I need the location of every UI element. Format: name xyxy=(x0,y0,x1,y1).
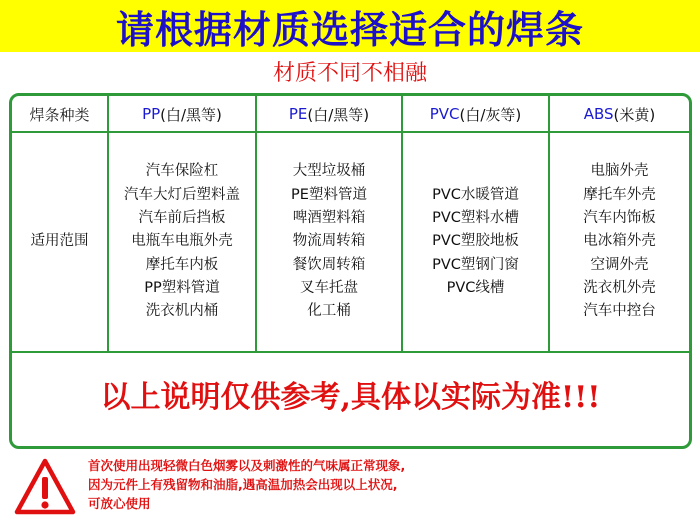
applications-abs xyxy=(550,132,689,352)
material-variant: (白/灰等) xyxy=(459,105,522,124)
material-name: PVC xyxy=(429,105,460,123)
notice-line: 因为元件上有残留物和油脂,遇高温加热会出现以上状况, xyxy=(88,477,398,492)
list-item: PE塑料管道 xyxy=(291,186,367,203)
list-item: 洗衣机内桶 xyxy=(145,303,219,320)
material-table xyxy=(9,93,692,449)
header-pp xyxy=(109,96,255,132)
list-item: PP塑料管道 xyxy=(144,279,220,296)
applications-pp xyxy=(109,132,255,352)
list-item: 电瓶车电瓶外壳 xyxy=(131,233,233,250)
list-item: 洗衣机外壳 xyxy=(583,279,656,296)
list-item: 叉车托盘 xyxy=(300,279,358,296)
list-item: 大型垃圾桶 xyxy=(292,163,366,180)
subtitle: 材质不同不相融 xyxy=(272,61,427,86)
header-abs xyxy=(550,96,689,132)
banner-title: 请根据材质选择适合的焊条 xyxy=(115,6,584,52)
list-item: 电冰箱外壳 xyxy=(583,233,656,250)
list-item: 汽车内饰板 xyxy=(583,210,656,227)
material-variant: (米黄) xyxy=(613,105,656,124)
header-row-label xyxy=(12,96,107,132)
list-item: PVC塑料水槽 xyxy=(432,210,519,227)
material-name: PP xyxy=(142,105,161,123)
list-item: PVC塑胶地板 xyxy=(432,233,519,250)
list-item: 摩托车内板 xyxy=(145,256,219,273)
list-item: 物流周转箱 xyxy=(292,233,366,250)
list-item: 啤酒塑料箱 xyxy=(292,210,366,227)
list-item: 化工桶 xyxy=(307,303,351,320)
usage-notice xyxy=(88,456,688,513)
list-item: PVC线槽 xyxy=(446,279,505,296)
header-pvc xyxy=(403,96,548,132)
row-label-cell xyxy=(12,132,107,352)
list-item: 汽车大灯后塑料盖 xyxy=(124,186,240,203)
list-item: PVC水暖管道 xyxy=(432,186,519,203)
applications-pvc xyxy=(403,132,548,352)
list-item: 摩托车外壳 xyxy=(583,186,656,203)
row-label: 适用范围 xyxy=(30,233,89,250)
list-item: 餐饮周转箱 xyxy=(292,256,366,273)
applications-pe xyxy=(257,132,401,352)
header-label: 焊条种类 xyxy=(29,105,90,124)
warning-triangle-icon xyxy=(14,458,76,516)
list-item: 电脑外壳 xyxy=(590,163,649,180)
list-item: 空调外壳 xyxy=(590,256,649,273)
material-variant: (白/黑等) xyxy=(160,105,222,124)
material-name: PE xyxy=(288,105,308,123)
material-name: ABS xyxy=(583,105,614,123)
material-variant: (白/黑等) xyxy=(307,105,370,124)
header-pe xyxy=(257,96,401,132)
list-item: 汽车中控台 xyxy=(583,303,656,320)
list-item: 汽车保险杠 xyxy=(145,163,219,180)
notice-line: 可放心使用 xyxy=(88,496,151,511)
list-item: PVC塑钢门窗 xyxy=(432,256,519,273)
disclaimer-text: 以上说明仅供参考,具体以实际为准!!! xyxy=(100,380,601,415)
list-item: 汽车前后挡板 xyxy=(138,210,226,227)
title-banner xyxy=(0,0,700,52)
notice-line: 首次使用出现轻微白色烟雾以及刺激性的气味属正常现象, xyxy=(88,458,406,473)
